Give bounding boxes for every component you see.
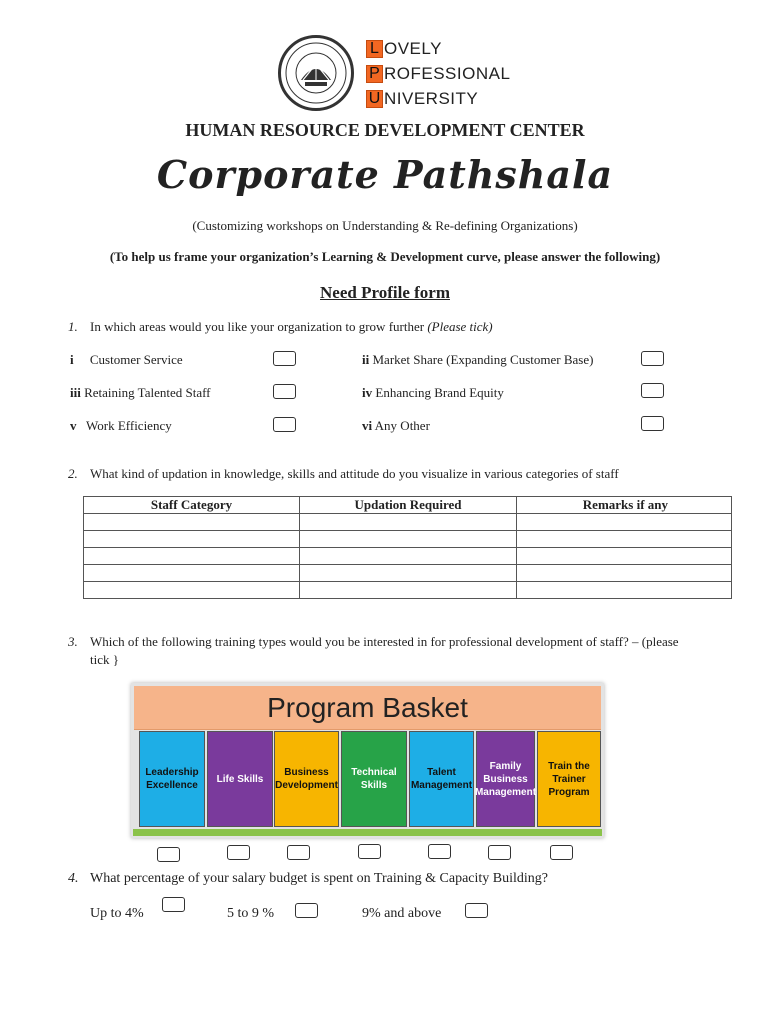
program-basket [131,683,604,838]
q3-text-line1: Which of the following training types would you be interested in for professional development of staff? – (please [90,634,679,649]
logo-word: ROFESSIONAL [384,64,511,83]
table-row [84,514,732,531]
table-cell[interactable] [517,548,732,565]
table-row [84,565,732,582]
q3-number: 3. [68,634,78,649]
q4-text: What percentage of your salary budget is spent on Training & Capacity Building? [90,871,549,886]
university-seal [278,35,354,111]
checkbox-brand-equity[interactable] [641,383,664,398]
checkbox-5-to-9-percent[interactable] [295,903,318,918]
table-cell[interactable] [300,548,517,565]
table-cell[interactable] [517,531,732,548]
checkbox-any-other[interactable] [641,416,664,431]
basket-base-bar [133,829,602,836]
q2-number: 2. [68,466,78,481]
option-numeral: vi [362,418,373,433]
q1-note: (Please tick) [427,319,493,334]
option-numeral: ii [362,352,370,367]
checkbox-leadership-excellence[interactable] [157,847,180,862]
option-numeral: iii [70,385,81,400]
option-label: Enhancing Brand Equity [375,385,504,400]
table-row [84,548,732,565]
logo-line-2 [366,64,510,84]
logo-letter-box: U [366,90,383,108]
column-header: Staff Category [84,497,300,514]
checkbox-family-business-management[interactable] [488,845,511,860]
table-cell[interactable] [517,514,732,531]
checkbox-business-development[interactable] [287,845,310,860]
table-cell[interactable] [300,565,517,582]
table-cell[interactable] [300,531,517,548]
table-cell[interactable] [84,531,300,548]
option-label: Customer Service [89,352,183,367]
logo-letter-box: P [366,65,383,83]
table-cell[interactable] [84,548,300,565]
q1-text-wrap [90,319,493,335]
checkbox-talent-management[interactable] [428,844,451,859]
tile-technical-skills: Technical Skills [341,731,407,827]
option-label: Any Other [374,418,430,433]
table-cell[interactable] [517,582,732,599]
q1-text: In which areas would you like your organization to grow further [90,319,425,334]
q1-option-i [70,352,183,368]
tile-train-the-trainer: Train the Trainer Program [537,731,601,827]
table-header-row [84,497,732,514]
checkbox-up-to-4-percent[interactable] [162,897,185,912]
option-numeral: v [70,418,77,433]
checkbox-work-efficiency[interactable] [273,417,296,432]
staff-table [83,496,732,599]
table-cell[interactable] [300,514,517,531]
table-cell[interactable] [517,565,732,582]
checkbox-technical-skills[interactable] [358,844,381,859]
q2-text: What kind of updation in knowledge, skills and attitude do you visualize in various categories of staff [90,466,619,481]
option-label: Market Share (Expanding Customer Base) [372,352,594,367]
form-title: Need Profile form [320,283,450,302]
logo-line-3 [366,89,478,109]
table-cell[interactable] [84,514,300,531]
tile-leadership-excellence: Leadership Excellence [139,731,205,827]
checkbox-retaining-staff[interactable] [273,384,296,399]
checkbox-9-percent-and-above[interactable] [465,903,488,918]
program-subtitle: (Customizing workshops on Understanding & Re-defining Organizations) [192,218,578,233]
column-header: Updation Required [300,497,517,514]
logo-word: OVELY [384,39,442,58]
tile-family-business-management: Family Business Management [476,731,535,827]
tile-business-development: Business Development [274,731,339,827]
column-header: Remarks if any [517,497,732,514]
option-label: Work Efficiency [86,418,172,433]
table-row [84,582,732,599]
seal-emblem-icon [281,38,351,108]
tile-life-skills: Life Skills [207,731,273,827]
table-cell[interactable] [84,565,300,582]
logo-letter-box: L [366,40,383,58]
table-cell[interactable] [84,582,300,599]
q1-number: 1. [68,319,78,334]
option-numeral: i [70,352,74,367]
program-title: Corporate Pathshala [156,152,614,197]
q1-option-iii [70,385,211,401]
q1-option-v [70,418,172,434]
table-cell[interactable] [300,582,517,599]
q4-option-label: 5 to 9 % [227,906,275,921]
checkbox-life-skills[interactable] [227,845,250,860]
program-basket-title: Program Basket [134,686,601,730]
q1-option-vi [362,418,430,434]
logo-word: NIVERSITY [384,89,479,108]
q4-option-label: Up to 4% [90,906,144,921]
q4-option-label: 9% and above [362,906,442,921]
checkbox-market-share[interactable] [641,351,664,366]
checkbox-customer-service[interactable] [273,351,296,366]
q1-option-ii [362,352,593,368]
department-heading: HUMAN RESOURCE DEVELOPMENT CENTER [185,120,585,140]
q1-option-iv [362,385,504,401]
logo-line-1 [366,39,442,59]
instruction-line: (To help us frame your organization’s Learning & Development curve, please answer the following) [109,249,661,264]
tile-talent-management: Talent Management [409,731,474,827]
q3-text-line2: tick } [90,652,119,667]
option-label: Retaining Talented Staff [84,385,211,400]
checkbox-train-the-trainer[interactable] [550,845,573,860]
table-row [84,531,732,548]
q4-number: 4. [68,871,79,886]
option-numeral: iv [362,385,373,400]
